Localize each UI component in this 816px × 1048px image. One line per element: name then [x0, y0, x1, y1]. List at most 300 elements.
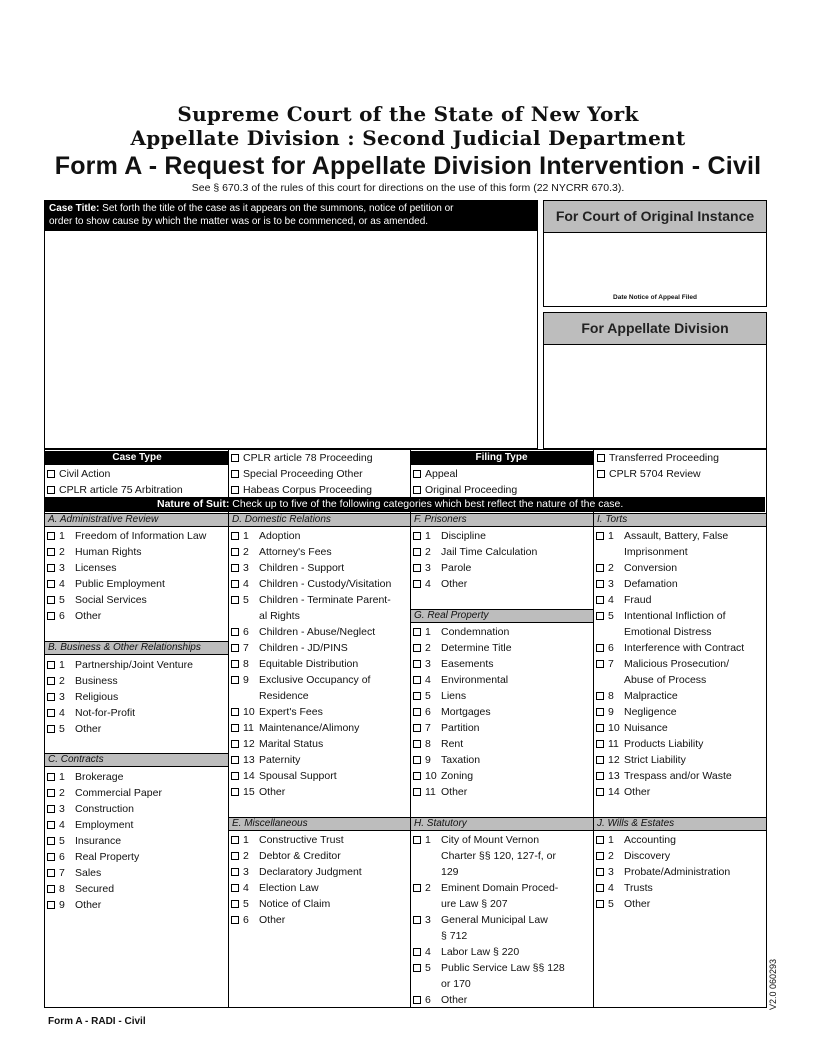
checkbox[interactable]	[413, 724, 421, 732]
checkbox[interactable]	[47, 548, 55, 556]
checkbox-item[interactable]	[413, 880, 592, 912]
checkbox-item[interactable]	[413, 992, 592, 1008]
item-label	[441, 560, 592, 576]
checkbox[interactable]	[596, 596, 604, 604]
department-line: Appellate Division : Second Judicial Department	[130, 126, 686, 150]
checkbox[interactable]	[413, 788, 421, 796]
item-number: 6	[608, 642, 614, 654]
checkbox[interactable]	[231, 724, 239, 732]
item-label	[259, 832, 409, 848]
item-label	[75, 705, 227, 721]
checkbox[interactable]	[231, 564, 239, 572]
item-label	[441, 704, 592, 720]
checkbox-item[interactable]	[596, 736, 766, 752]
checkbox[interactable]	[47, 837, 55, 845]
item-number: 10	[608, 722, 620, 734]
checkbox[interactable]	[413, 470, 421, 478]
checkbox[interactable]	[413, 580, 421, 588]
section-g-items	[413, 624, 592, 800]
checkbox-item[interactable]	[231, 544, 409, 560]
checkbox[interactable]	[47, 486, 55, 494]
checkbox[interactable]	[596, 900, 604, 908]
filing-type-original[interactable]	[413, 482, 517, 498]
checkbox-item[interactable]	[231, 784, 409, 800]
checkbox[interactable]	[47, 596, 55, 604]
checkbox-item[interactable]	[413, 784, 592, 800]
item-label-line: Paternity	[259, 754, 301, 766]
item-label	[624, 656, 766, 688]
checkbox[interactable]	[47, 612, 55, 620]
checkbox-item[interactable]	[47, 833, 227, 849]
item-label-line: Insurance	[75, 835, 122, 847]
item-number: 8	[59, 883, 65, 895]
checkbox[interactable]	[413, 532, 421, 540]
checkbox-item[interactable]	[413, 720, 592, 736]
checkbox-item[interactable]	[47, 560, 227, 576]
option-label: CPLR article 75 Arbitration	[59, 484, 183, 496]
checkbox[interactable]	[596, 836, 604, 844]
checkbox-item[interactable]	[47, 689, 227, 705]
checkbox[interactable]	[413, 772, 421, 780]
item-label	[259, 848, 409, 864]
checkbox-item[interactable]	[413, 544, 592, 560]
checkbox-item[interactable]	[231, 832, 409, 848]
item-label-line: Other	[259, 914, 286, 926]
checkbox[interactable]	[596, 580, 604, 588]
checkbox-item[interactable]	[47, 657, 227, 673]
checkbox-item[interactable]	[47, 817, 227, 833]
checkbox-item[interactable]	[47, 544, 227, 560]
checkbox-item[interactable]	[47, 897, 227, 913]
checkbox-item[interactable]	[413, 672, 592, 688]
checkbox-item[interactable]	[413, 768, 592, 784]
checkbox-item[interactable]	[596, 848, 766, 864]
item-label-line: Mortgages	[441, 706, 491, 718]
checkbox-item[interactable]	[413, 704, 592, 720]
section-c-items	[47, 769, 227, 913]
checkbox[interactable]	[597, 454, 605, 462]
item-label-line: Adoption	[259, 530, 301, 542]
checkbox[interactable]	[231, 470, 239, 478]
checkbox[interactable]	[47, 773, 55, 781]
checkbox[interactable]	[47, 580, 55, 588]
checkbox[interactable]	[47, 853, 55, 861]
item-label	[624, 752, 766, 768]
item-label	[75, 801, 227, 817]
checkbox-item[interactable]	[413, 752, 592, 768]
item-number: 9	[425, 754, 431, 766]
item-label	[624, 640, 766, 656]
item-number: 4	[608, 594, 614, 606]
checkbox-item[interactable]	[231, 528, 409, 544]
checkbox-item[interactable]	[231, 656, 409, 672]
item-number: 2	[59, 675, 65, 687]
item-number: 3	[243, 562, 249, 574]
checkbox[interactable]	[47, 532, 55, 540]
checkbox[interactable]	[231, 532, 239, 540]
item-label-line: Parole	[441, 562, 472, 574]
item-label-line: Children - Terminate Parent-	[259, 594, 391, 606]
checkbox-item[interactable]	[231, 704, 409, 720]
checkbox[interactable]	[413, 948, 421, 956]
item-label	[75, 817, 227, 833]
item-label	[624, 880, 766, 896]
checkbox-item[interactable]	[47, 865, 227, 881]
item-label-line: Abuse of Process	[624, 674, 707, 686]
checkbox[interactable]	[231, 454, 239, 462]
checkbox-item[interactable]	[231, 560, 409, 576]
option-label: CPLR article 78 Proceeding	[243, 452, 373, 464]
rules-note: See § 670.3 of the rules of this court for directions on the use of this form (22 NYCRR 670.3).	[191, 182, 625, 194]
section-j-heading: J. Wills & Estates	[594, 817, 766, 831]
item-number: 6	[425, 706, 431, 718]
checkbox-item[interactable]	[231, 896, 409, 912]
checkbox-item[interactable]	[231, 672, 409, 704]
item-label-line: Intentional Infliction of	[624, 610, 726, 622]
checkbox[interactable]	[47, 661, 55, 669]
checkbox[interactable]	[47, 805, 55, 813]
checkbox-item[interactable]	[596, 704, 766, 720]
item-label	[624, 736, 766, 752]
checkbox[interactable]	[596, 884, 604, 892]
checkbox[interactable]	[231, 486, 239, 494]
item-number: 2	[608, 562, 614, 574]
item-number: 3	[425, 914, 431, 926]
item-number: 8	[243, 658, 249, 670]
item-label-line: Other	[441, 994, 468, 1006]
checkbox[interactable]	[413, 548, 421, 556]
item-number: 1	[425, 626, 431, 638]
checkbox-item[interactable]	[596, 560, 766, 576]
case-title-box[interactable]	[44, 200, 538, 449]
court-name-line: Supreme Court of the State of New York	[177, 102, 639, 126]
checkbox-item[interactable]	[596, 640, 766, 656]
checkbox-item[interactable]	[596, 832, 766, 848]
checkbox[interactable]	[231, 916, 239, 924]
divider	[593, 450, 594, 497]
checkbox-item[interactable]	[231, 864, 409, 880]
checkbox[interactable]	[413, 708, 421, 716]
item-label-line: Spousal Support	[259, 770, 337, 782]
checkbox-item[interactable]	[47, 608, 227, 624]
checkbox[interactable]	[231, 836, 239, 844]
checkbox-item[interactable]	[47, 769, 227, 785]
section-c-heading: C. Contracts	[45, 753, 228, 767]
checkbox[interactable]	[596, 788, 604, 796]
option-label: Appeal	[425, 468, 458, 480]
checkbox-item[interactable]	[47, 592, 227, 608]
checkbox[interactable]	[596, 740, 604, 748]
item-label-line: Constructive Trust	[259, 834, 344, 846]
checkbox[interactable]	[413, 628, 421, 636]
checkbox[interactable]	[413, 740, 421, 748]
checkbox-item[interactable]	[596, 880, 766, 896]
checkbox-item[interactable]	[231, 736, 409, 752]
checkbox-item[interactable]	[413, 576, 592, 592]
checkbox-item[interactable]	[413, 640, 592, 656]
nature-of-suit-bar	[45, 497, 765, 512]
checkbox-item[interactable]	[231, 576, 409, 592]
item-label-line: Sales	[75, 867, 102, 879]
item-label	[441, 656, 592, 672]
item-label-line: Labor Law § 220	[441, 946, 520, 958]
checkbox[interactable]	[47, 869, 55, 877]
checkbox[interactable]	[413, 916, 421, 924]
item-label	[624, 832, 766, 848]
form-title: Form A - Request for Appellate Division Intervention - Civil	[54, 152, 762, 180]
checkbox-item[interactable]	[231, 592, 409, 624]
checkbox[interactable]	[231, 596, 239, 604]
checkbox-item[interactable]	[413, 560, 592, 576]
checkbox-item[interactable]	[596, 688, 766, 704]
checkbox[interactable]	[413, 660, 421, 668]
checkbox-item[interactable]	[47, 785, 227, 801]
checkbox-item[interactable]	[47, 528, 227, 544]
item-label	[259, 624, 409, 640]
item-number: 3	[59, 691, 65, 703]
checkbox-item[interactable]	[596, 864, 766, 880]
item-number: 3	[425, 658, 431, 670]
item-number: 6	[59, 610, 65, 622]
checkbox[interactable]	[596, 564, 604, 572]
item-number: 11	[608, 738, 619, 750]
checkbox[interactable]	[231, 900, 239, 908]
checkbox[interactable]	[413, 676, 421, 684]
item-label-line: Debtor & Creditor	[259, 850, 341, 862]
item-label-line: Zoning	[441, 770, 474, 782]
item-label	[259, 544, 409, 560]
checkbox-item[interactable]	[231, 768, 409, 784]
checkbox[interactable]	[47, 821, 55, 829]
checkbox[interactable]	[413, 692, 421, 700]
item-label-line: Discovery	[624, 850, 671, 862]
checkbox-item[interactable]	[47, 801, 227, 817]
item-number: 5	[59, 835, 65, 847]
checkbox-item[interactable]	[231, 752, 409, 768]
item-label	[75, 689, 227, 705]
checkbox[interactable]	[231, 788, 239, 796]
filing-type-transferred[interactable]	[597, 450, 719, 466]
item-label-line: Fraud	[624, 594, 652, 606]
checkbox[interactable]	[597, 470, 605, 478]
checkbox[interactable]	[47, 709, 55, 717]
item-label	[259, 704, 409, 720]
checkbox-item[interactable]	[596, 784, 766, 800]
item-label	[624, 720, 766, 736]
checkbox[interactable]	[47, 901, 55, 909]
checkbox[interactable]	[47, 693, 55, 701]
checkbox-item[interactable]	[413, 688, 592, 704]
item-label-line: Business	[75, 675, 118, 687]
item-label-line: Residence	[259, 690, 309, 702]
checkbox[interactable]	[413, 564, 421, 572]
item-number: 3	[425, 562, 431, 574]
checkbox[interactable]	[413, 836, 421, 844]
court-original-instance-box[interactable]	[543, 200, 767, 307]
checkbox[interactable]	[413, 996, 421, 1004]
checkbox[interactable]	[596, 644, 604, 652]
checkbox-item[interactable]	[47, 849, 227, 865]
checkbox[interactable]	[596, 756, 604, 764]
item-label	[441, 528, 592, 544]
item-number: 2	[243, 546, 249, 558]
checkbox[interactable]	[231, 548, 239, 556]
item-number: 3	[59, 562, 65, 574]
checkbox-item[interactable]	[596, 720, 766, 736]
checkbox[interactable]	[231, 580, 239, 588]
checkbox-item[interactable]	[596, 768, 766, 784]
checkbox[interactable]	[47, 677, 55, 685]
section-e-heading: E. Miscellaneous	[229, 817, 410, 831]
item-number: 7	[608, 658, 614, 670]
item-number: 7	[59, 867, 65, 879]
checkbox[interactable]	[413, 644, 421, 652]
checkbox[interactable]	[596, 708, 604, 716]
case-title-header	[45, 201, 537, 231]
checkbox-item[interactable]	[413, 832, 592, 880]
form-body	[44, 449, 767, 1008]
case-type-habeas-corpus[interactable]	[231, 482, 372, 498]
section-e-items	[231, 832, 409, 928]
nature-of-suit-label: Nature of Suit:	[157, 498, 230, 510]
item-label	[75, 881, 227, 897]
checkbox[interactable]	[47, 470, 55, 478]
checkbox[interactable]	[47, 885, 55, 893]
filing-type-cplr-5704[interactable]	[597, 466, 701, 482]
checkbox-item[interactable]	[231, 640, 409, 656]
checkbox[interactable]	[231, 772, 239, 780]
item-label-line: Jail Time Calculation	[441, 546, 538, 558]
item-label-line: Other	[624, 786, 651, 798]
item-label-line: Easements	[441, 658, 494, 670]
checkbox[interactable]	[231, 756, 239, 764]
checkbox[interactable]	[596, 868, 604, 876]
item-label	[75, 849, 227, 865]
item-label	[441, 880, 592, 912]
checkbox[interactable]	[413, 884, 421, 892]
checkbox-item[interactable]	[413, 736, 592, 752]
item-label-line: or 170	[441, 978, 471, 990]
item-label	[259, 864, 409, 880]
filing-type-appeal[interactable]	[413, 466, 458, 482]
case-type-civil-action[interactable]	[47, 466, 110, 482]
item-label-line: Eminent Domain Proced-	[441, 882, 559, 894]
item-label	[75, 833, 227, 849]
checkbox[interactable]	[596, 692, 604, 700]
checkbox[interactable]	[231, 884, 239, 892]
appellate-division-box[interactable]	[543, 312, 767, 449]
option-label: Special Proceeding Other	[243, 468, 363, 480]
section-b-heading: B. Business & Other Relationships	[45, 641, 228, 655]
checkbox-item[interactable]	[231, 720, 409, 736]
checkbox-item[interactable]	[413, 656, 592, 672]
checkbox-item[interactable]	[231, 848, 409, 864]
checkbox-item[interactable]	[596, 608, 766, 640]
checkbox[interactable]	[596, 852, 604, 860]
checkbox[interactable]	[47, 725, 55, 733]
item-label-line: Accounting	[624, 834, 676, 846]
checkbox-item[interactable]	[47, 576, 227, 592]
checkbox-item[interactable]	[231, 624, 409, 640]
checkbox-item[interactable]	[413, 944, 592, 960]
case-type-cplr-78[interactable]	[231, 450, 373, 466]
item-label-line: Real Property	[75, 851, 140, 863]
checkbox-item[interactable]	[231, 912, 409, 928]
checkbox-item[interactable]	[47, 673, 227, 689]
checkbox[interactable]	[413, 756, 421, 764]
checkbox-item[interactable]	[596, 752, 766, 768]
item-label-line: Human Rights	[75, 546, 142, 558]
checkbox[interactable]	[596, 772, 604, 780]
item-label-line: Equitable Distribution	[259, 658, 359, 670]
checkbox-item[interactable]	[596, 656, 766, 688]
case-type-cplr-75[interactable]	[47, 482, 183, 498]
checkbox[interactable]	[231, 628, 239, 636]
case-type-special-proceeding[interactable]	[231, 466, 363, 482]
checkbox[interactable]	[413, 486, 421, 494]
checkbox-item[interactable]	[596, 528, 766, 560]
checkbox[interactable]	[596, 724, 604, 732]
item-label	[259, 752, 409, 768]
checkbox-item[interactable]	[231, 880, 409, 896]
checkbox[interactable]	[596, 532, 604, 540]
divider	[410, 450, 411, 497]
checkbox[interactable]	[596, 660, 604, 668]
checkbox-item[interactable]	[596, 896, 766, 912]
item-label	[75, 769, 227, 785]
checkbox[interactable]	[413, 964, 421, 972]
item-number: 5	[425, 690, 431, 702]
checkbox[interactable]	[47, 564, 55, 572]
checkbox[interactable]	[231, 708, 239, 716]
item-number: 4	[425, 946, 431, 958]
item-label	[75, 865, 227, 881]
item-label	[441, 720, 592, 736]
item-number: 1	[243, 834, 249, 846]
item-label-line: Children - Custody/Visitation	[259, 578, 392, 590]
item-label	[75, 897, 227, 913]
item-label-line: Other	[75, 899, 102, 911]
checkbox-item[interactable]	[596, 576, 766, 592]
nature-of-suit-text: Check up to five of the following categories which best reflect the nature of the case.	[232, 498, 624, 510]
checkbox-item[interactable]	[413, 960, 592, 992]
checkbox-item[interactable]	[596, 592, 766, 608]
checkbox[interactable]	[231, 676, 239, 684]
checkbox-item[interactable]	[47, 705, 227, 721]
item-label-line: Environmental	[441, 674, 509, 686]
checkbox-item[interactable]	[413, 528, 592, 544]
checkbox[interactable]	[231, 740, 239, 748]
item-label-line: Construction	[75, 803, 134, 815]
checkbox[interactable]	[231, 660, 239, 668]
checkbox-item[interactable]	[47, 881, 227, 897]
checkbox[interactable]	[47, 789, 55, 797]
checkbox[interactable]	[596, 612, 604, 620]
checkbox[interactable]	[231, 852, 239, 860]
item-number: 2	[608, 850, 614, 862]
checkbox[interactable]	[231, 868, 239, 876]
checkbox-item[interactable]	[413, 624, 592, 640]
checkbox[interactable]	[231, 644, 239, 652]
item-label	[624, 784, 766, 800]
item-label	[259, 896, 409, 912]
checkbox-item[interactable]	[413, 912, 592, 944]
item-label	[624, 864, 766, 880]
checkbox-item[interactable]	[47, 721, 227, 737]
item-label	[259, 672, 409, 704]
item-number: 5	[59, 723, 65, 735]
item-label	[441, 672, 592, 688]
